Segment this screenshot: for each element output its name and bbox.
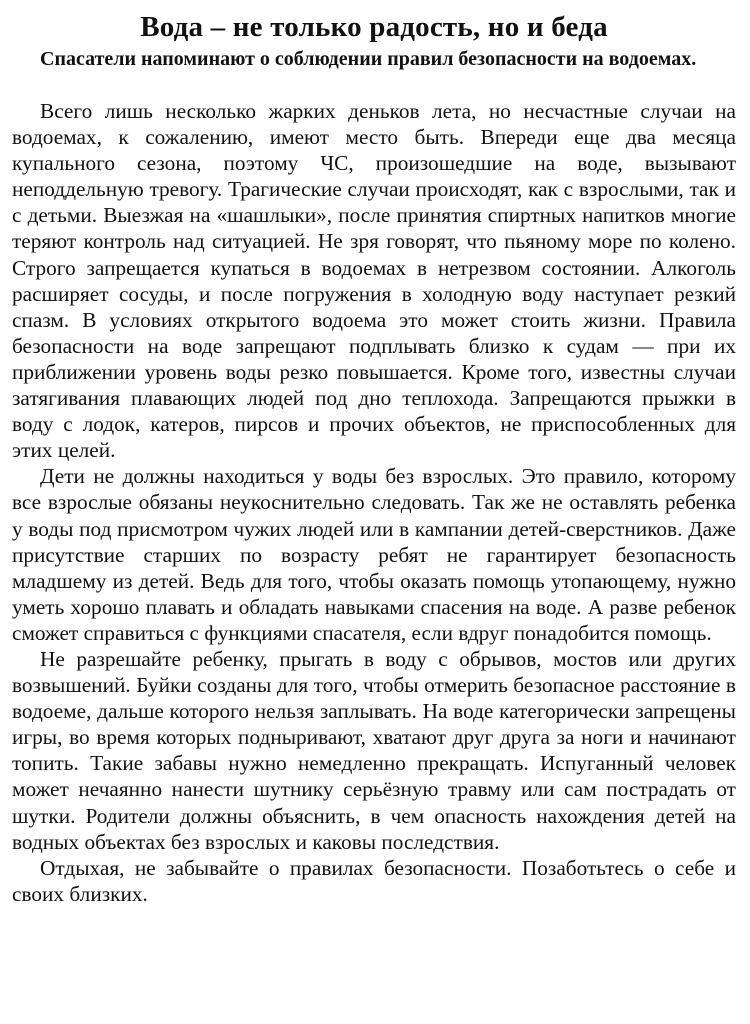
paragraph-1: Всего лишь несколько жарких деньков лета, но несчастные случаи на водоемах, к сожалению, имеют место быть. Впереди еще два месяца купального сезона, поэтому ЧС, произошедшие на воде, вызывают неподдельную тревогу. Трагические случаи происходят, как с взрослыми, так и с детьми. Выезжая на «шашлыки», после принятия спиртных напитков многие теряют контроль над ситуацией. Не зря говорят, что пьяному море по колено. Строго запрещается купаться в водоемах в нетрезвом состоянии. Алкоголь расширяет сосуды, и после погружения в холодную воду наступает резкий спазм. В условиях открытого водоема это может стоить жизни. Правила безопасности на воде запрещают подплывать близко к судам — при их приближении уровень воды резко повышается. Кроме того, известны случаи затягивания плавающих людей под дно теплохода. Запрещаются прыжки в воду с лодок, катеров, пирсов и прочих объектов, не приспособленных для этих целей. bbox=[12, 99, 736, 463]
spacer bbox=[12, 72, 736, 98]
article-subtitle: Спасатели напоминают о соблюдении правил безопасности на водоемах. bbox=[40, 48, 697, 70]
paragraph-4: Отдыхая, не забывайте о правилах безопасности. Позаботьтесь о себе и своих близких. bbox=[12, 855, 736, 906]
paragraph-3: Не разрешайте ребенку, прыгать в воду с обрывов, мостов или других возвышений. Буйки созданы для того, чтобы отмерить безопасное расстояние в водоеме, дальше которого нельзя заплывать. На воде категорически запрещены игры, во время которых подныривают, хватают друг друга за ноги и начинают топить. Такие забавы нужно немедленно прекращать. Испуганный человек может нечаянно нанести шутнику серьёзную травму или сам пострадать от шутки. Родители должны объяснить, в чем опасность нахождения детей на водных объектах без взрослых и каковы последствия. bbox=[12, 646, 736, 854]
article bbox=[12, 10, 736, 907]
article-title: Вода – не только радость, но и беда bbox=[140, 11, 608, 43]
paragraph-2: Дети не должны находиться у воды без взрослых. Это правило, которому все взрослые обязаны неукоснительно следовать. Так же не оставлять ребенка у воды под присмотром чужих людей или в кампании детей-сверстников. Даже присутствие старших по возрасту ребят не гарантирует безопасность младшему из детей. Ведь для того, чтобы оказать помощь утопающему, нужно уметь хорошо плавать и обладать навыками спасения на воде. А разве ребенок сможет справиться с функциями спасателя, если вдруг понадобится помощь. bbox=[12, 464, 736, 645]
